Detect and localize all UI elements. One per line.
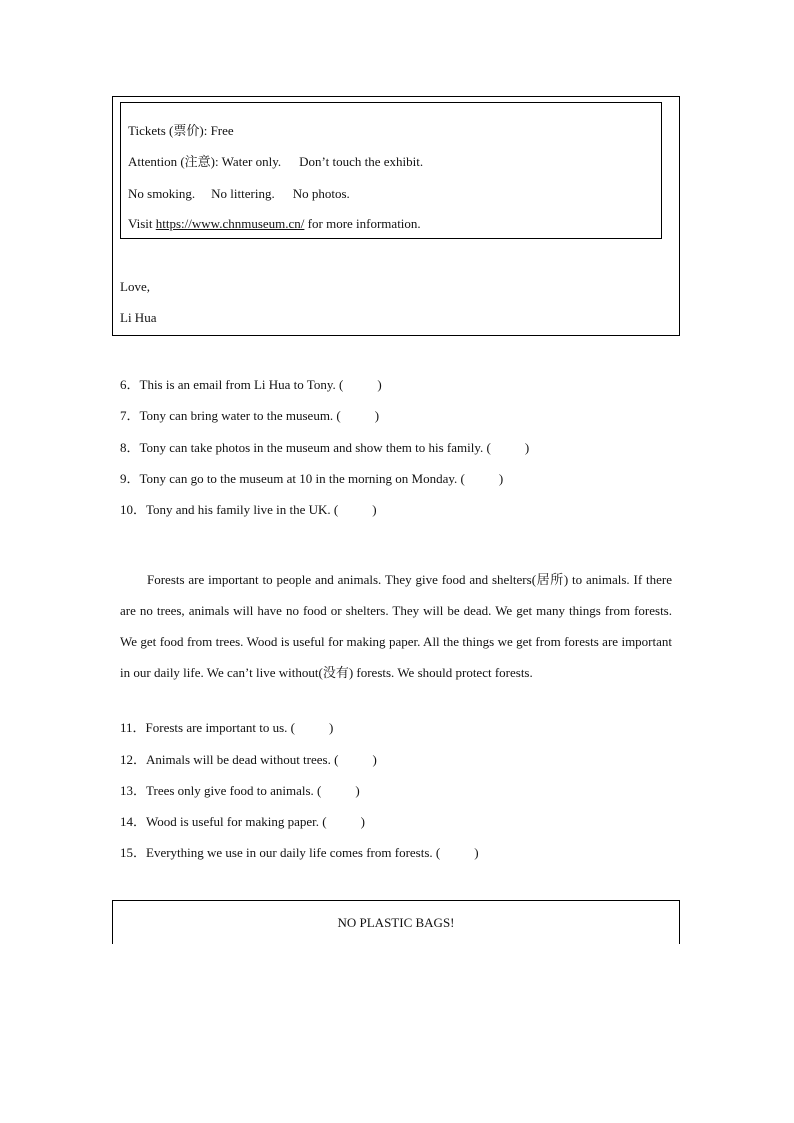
- question-7: 7．Tony can bring water to the museum. ( ): [120, 408, 380, 423]
- signature-name: Li Hua: [120, 310, 157, 325]
- rules-line: [128, 186, 350, 202]
- question-9: 9．Tony can go to the museum at 10 in the morning on Monday. ( ): [120, 471, 504, 486]
- museum-website-link[interactable]: https://www.chnmuseum.cn/: [155, 216, 305, 231]
- question-11: 11．Forests are important to us. ( ): [120, 720, 334, 735]
- question-14: 14．Wood is useful for making paper. ( ): [120, 814, 365, 829]
- question-12: 12．Animals will be dead without trees. ( ): [120, 752, 377, 767]
- rule-no-smoking: No smoking.: [128, 186, 196, 201]
- attention-line: [128, 154, 423, 170]
- question-8: 8．Tony can take photos in the museum and show them to his family. ( ): [120, 440, 530, 455]
- visit-prefix: Visit: [128, 216, 153, 231]
- email-box: [112, 96, 680, 336]
- notice-title: NO PLASTIC BAGS!: [337, 915, 455, 930]
- closing-love: Love,: [120, 279, 150, 294]
- visit-suffix: for more information.: [307, 216, 421, 231]
- question-15: 15．Everything we use in our daily life comes from forests. ( ): [120, 845, 479, 860]
- tickets-line: Tickets (票价): Free: [128, 123, 234, 138]
- question-10: 10．Tony and his family live in the UK. ( ): [120, 502, 377, 517]
- plastic-bags-notice-box: [112, 900, 680, 944]
- rule-no-littering: No littering.: [211, 186, 275, 201]
- forests-passage: Forests are important to people and animals. They give food and shelters(居所) to animals. If there are no trees, animals will have no food or shelters. They will be dead. We get many things from forests. We get food from trees. Wood is useful for making paper. All the things we get from forests are important in our daily life. We can’t live without(没有) forests. We should protect forests.: [120, 572, 672, 680]
- visit-line: [128, 216, 421, 232]
- question-13: 13．Trees only give food to animals. ( ): [120, 783, 360, 798]
- attention-water: Attention (注意): Water only.: [128, 154, 282, 169]
- question-6: 6．This is an email from Li Hua to Tony. ( ): [120, 377, 382, 392]
- rule-no-photos: No photos.: [292, 186, 350, 201]
- museum-notice-box: [120, 102, 662, 239]
- attention-touch: Don’t touch the exhibit.: [299, 154, 424, 169]
